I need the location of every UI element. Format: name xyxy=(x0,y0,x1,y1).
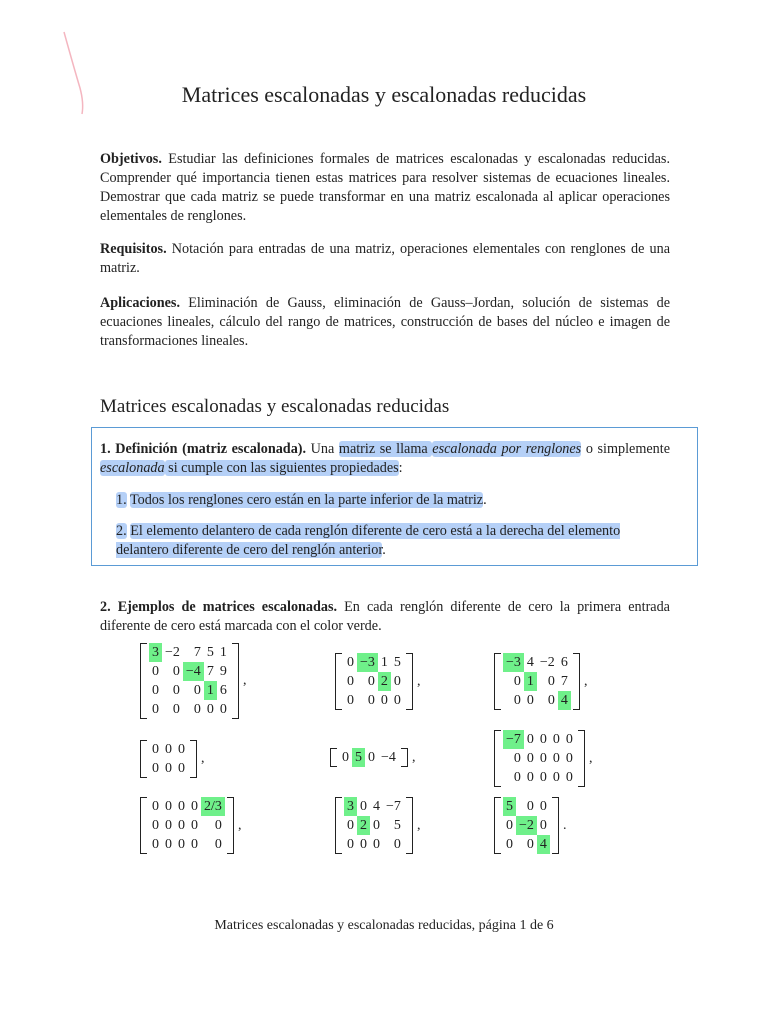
matrix-5 xyxy=(330,748,408,767)
matrix-entry: 0 xyxy=(539,769,547,785)
matrix-punctuation: , xyxy=(412,749,416,765)
item-1-period: . xyxy=(483,492,487,508)
definition-term-escalonada-por-renglones: escalonada por renglones xyxy=(432,441,582,457)
bracket-right xyxy=(227,797,234,854)
bracket-left xyxy=(335,653,342,710)
matrix-entry: 2 xyxy=(357,816,370,835)
matrix-punctuation: , xyxy=(238,817,242,833)
matrix-entry: 0 xyxy=(526,798,534,814)
definition-term-escalonada: escalonada xyxy=(100,460,165,476)
matrix-entry: 0 xyxy=(191,836,198,852)
matrix-entry: 0 xyxy=(547,692,555,708)
aplicaciones-label: Aplicaciones. xyxy=(100,295,180,311)
examples-paragraph xyxy=(100,598,670,636)
bracket-left xyxy=(330,748,337,767)
matrix-punctuation: , xyxy=(417,673,421,689)
matrix-8 xyxy=(335,797,413,854)
matrix-entry: −3 xyxy=(503,653,524,672)
matrix-entry: 3 xyxy=(344,797,357,816)
matrix-entry: 0 xyxy=(165,798,172,814)
matrix-entry: 0 xyxy=(342,749,349,765)
matrix-entry: 0 xyxy=(152,741,159,757)
matrix-1 xyxy=(140,643,239,719)
matrix-entry: 0 xyxy=(178,760,185,776)
matrix-3 xyxy=(494,653,580,710)
definition-colon: : xyxy=(398,460,403,476)
matrix-entry: 0 xyxy=(152,682,159,698)
matrix-entry: 0 xyxy=(539,817,547,833)
matrix-entry: 0 xyxy=(165,836,172,852)
matrix-entry: 0 xyxy=(206,701,214,717)
matrix-entry: 0 xyxy=(368,749,375,765)
matrix-entry: 7 xyxy=(206,663,214,679)
matrix-entry: 0 xyxy=(513,769,521,785)
matrix-entry: 0 xyxy=(178,836,185,852)
matrix-entry: 0 xyxy=(191,817,198,833)
matrix-entry: 0 xyxy=(526,769,534,785)
objetivos-text: Estudiar las definiciones formales de matrices escalonadas y escalonadas reducidas. Comprender qué importancia tienen estas matrices para resolver sistemas de ecuaciones lineales. Demostrar que cada matriz se puede transformar en una matriz escalonada al aplicar operaciones elementales de renglones. xyxy=(100,151,670,224)
bracket-left xyxy=(494,653,501,710)
matrix-entry: 0 xyxy=(526,836,534,852)
matrix-entry: 0 xyxy=(552,769,560,785)
matrix-entry: 0 xyxy=(539,731,547,747)
matrix-entry: 0 xyxy=(178,817,185,833)
matrix-entry: 0 xyxy=(565,750,573,766)
matrix-entry: 0 xyxy=(152,798,159,814)
bracket-left xyxy=(494,797,501,854)
matrix-entry: 6 xyxy=(219,682,227,698)
item-1-number: 1. xyxy=(116,492,127,508)
definition-label: 1. Definición (matriz escalonada). xyxy=(100,441,307,457)
matrix-punctuation: , xyxy=(243,673,247,688)
bracket-left xyxy=(140,797,147,854)
examples-label: 2. Ejemplos de matrices escalonadas. xyxy=(100,599,338,615)
matrix-entry: 0 xyxy=(214,836,222,852)
matrix-2 xyxy=(335,653,413,710)
matrix-entry: 0 xyxy=(513,750,521,766)
matrix-entry: 0 xyxy=(506,836,513,852)
matrix-entry: 0 xyxy=(526,692,534,708)
matrix-entry: 0 xyxy=(552,731,560,747)
matrix-4 xyxy=(140,740,197,778)
matrix-entry: 0 xyxy=(214,817,222,833)
matrix-entry: 3 xyxy=(149,643,162,662)
matrix-entry: 7 xyxy=(560,673,568,689)
matrix-entry: 0 xyxy=(513,692,521,708)
matrix-7 xyxy=(140,797,234,854)
matrix-entry: 9 xyxy=(219,663,227,679)
matrix-entry: −7 xyxy=(503,730,524,749)
bracket-right xyxy=(573,653,580,710)
page-title: Matrices escalonadas y escalonadas reducidas xyxy=(181,82,587,107)
matrix-entry: 0 xyxy=(393,836,401,852)
matrix-punctuation: , xyxy=(584,673,588,689)
bracket-left xyxy=(494,730,501,787)
matrix-entry: 5 xyxy=(352,748,365,767)
requisitos-label: Requisitos. xyxy=(100,241,167,257)
matrix-entry: 0 xyxy=(347,817,354,833)
matrix-entry: 0 xyxy=(172,701,180,717)
matrix-entry: 0 xyxy=(393,673,401,689)
matrix-entry: 4 xyxy=(558,691,571,710)
matrix-entry: 4 xyxy=(373,798,380,814)
matrix-entry: 0 xyxy=(178,798,185,814)
matrix-entry: 0 xyxy=(367,673,375,689)
matrix-punctuation: . xyxy=(563,817,567,833)
matrix-entry: −7 xyxy=(386,798,401,814)
matrix-9 xyxy=(494,797,559,854)
matrix-entry: 5 xyxy=(393,817,401,833)
matrix-entry: 0 xyxy=(360,836,367,852)
objetivos-label: Objetivos. xyxy=(100,151,162,167)
definition-text-1: Una xyxy=(306,441,339,457)
definition-highlight-2: si cumple con las siguientes propiedades xyxy=(164,460,399,476)
matrix-entry: 0 xyxy=(347,654,354,670)
bracket-left xyxy=(140,643,147,719)
matrix-entry: 0 xyxy=(152,760,159,776)
matrix-entry: 0 xyxy=(526,731,534,747)
matrix-punctuation: , xyxy=(417,817,421,833)
matrix-entry: 0 xyxy=(526,750,534,766)
matrix-entry: 0 xyxy=(347,673,354,689)
matrix-entry: 5 xyxy=(206,644,214,660)
matrix-entry: 4 xyxy=(526,654,534,670)
bracket-right xyxy=(552,797,559,854)
requisitos-paragraph xyxy=(100,240,670,278)
matrix-entry: −2 xyxy=(539,654,555,670)
matrix-entry: 1 xyxy=(204,681,217,700)
matrix-entry: 0 xyxy=(539,750,547,766)
matrix-entry: 0 xyxy=(373,836,380,852)
matrix-entry: 0 xyxy=(347,692,354,708)
matrix-entry: 0 xyxy=(172,663,180,679)
bracket-right xyxy=(406,653,413,710)
examples-text: En cada renglón diferente de cero la primera entrada diferente de cero está marcada con el color verde. xyxy=(100,599,670,634)
matrix-entry: 1 xyxy=(380,654,388,670)
matrix-entry: 0 xyxy=(165,817,172,833)
matrix-entry: 1 xyxy=(219,644,227,660)
definition-paragraph xyxy=(100,440,670,478)
matrix-entry: 0 xyxy=(565,769,573,785)
matrix-entry: 4 xyxy=(537,835,550,854)
matrix-entry: 0 xyxy=(152,663,159,679)
matrix-entry: −2 xyxy=(165,644,180,660)
bracket-right xyxy=(232,643,239,719)
bracket-left xyxy=(335,797,342,854)
matrix-entry: 6 xyxy=(560,654,568,670)
requisitos-text: Notación para entradas de una matriz, operaciones elementales con renglones de una matriz. xyxy=(100,241,670,276)
aplicaciones-text: Eliminación de Gauss, eliminación de Gauss–Jordan, solución de sistemas de ecuaciones lineales, cálculo del rango de matrices, construcción de bases del núcleo e imagen de transformaciones lineales. xyxy=(100,295,670,349)
matrix-entry: 0 xyxy=(367,692,375,708)
matrix-entry: 0 xyxy=(347,836,354,852)
bracket-right xyxy=(401,748,408,767)
matrix-entry: 0 xyxy=(513,673,521,689)
matrix-entry: 7 xyxy=(193,644,201,660)
item-2-period: . xyxy=(382,542,386,558)
matrix-entry: 5 xyxy=(393,654,401,670)
matrix-entry: 5 xyxy=(503,797,516,816)
matrix-punctuation: , xyxy=(201,751,205,766)
matrix-entry: 0 xyxy=(552,750,560,766)
matrix-entry: −4 xyxy=(183,662,204,681)
matrix-entry: 0 xyxy=(380,692,388,708)
matrix-entry: 0 xyxy=(506,817,513,833)
matrix-entry: −3 xyxy=(357,653,378,672)
matrix-entry: 0 xyxy=(393,692,401,708)
matrix-entry: 0 xyxy=(152,701,159,717)
matrix-entry: 2/3 xyxy=(201,797,225,816)
definition-text-2: o simplemente xyxy=(581,441,670,457)
matrix-6 xyxy=(494,730,585,787)
matrix-entry: −4 xyxy=(381,749,396,765)
item-1-text: Todos los renglones cero están en la parte inferior de la matriz xyxy=(129,492,484,508)
section-heading: Matrices escalonadas y escalonadas reducidas xyxy=(100,396,450,417)
matrix-entry: 0 xyxy=(219,701,227,717)
matrix-entry: 0 xyxy=(165,741,172,757)
matrix-entry: 0 xyxy=(373,817,380,833)
matrix-entry: 0 xyxy=(547,673,555,689)
matrix-entry: −2 xyxy=(516,816,537,835)
matrix-entry: 0 xyxy=(193,682,201,698)
matrix-entry: 0 xyxy=(360,798,367,814)
matrix-entry: 2 xyxy=(378,672,391,691)
matrix-entry: 0 xyxy=(565,731,573,747)
bracket-left xyxy=(140,740,147,778)
matrix-entry: 0 xyxy=(152,817,159,833)
matrix-punctuation: , xyxy=(589,750,593,766)
page-footer: Matrices escalonadas y escalonadas reducidas, página 1 de 6 xyxy=(214,918,554,933)
definition-highlight-1: matriz se llama xyxy=(338,441,433,457)
bracket-right xyxy=(406,797,413,854)
definition-item-2 xyxy=(116,522,671,560)
matrix-entry: 0 xyxy=(191,798,198,814)
item-2-number: 2. xyxy=(116,523,127,539)
matrix-entry: 0 xyxy=(152,836,159,852)
matrix-entry: 0 xyxy=(172,682,180,698)
matrix-entry: 0 xyxy=(165,760,172,776)
bracket-right xyxy=(578,730,585,787)
matrix-entry: 0 xyxy=(539,798,547,814)
matrix-entry: 0 xyxy=(193,701,201,717)
objetivos-paragraph xyxy=(100,150,670,226)
aplicaciones-paragraph xyxy=(100,294,670,351)
matrix-entry: 1 xyxy=(524,672,537,691)
item-2-text: El elemento delantero de cada renglón diferente de cero está a la derecha del elemento delantero diferente de cero del renglón anterior xyxy=(116,523,621,558)
definition-item-1 xyxy=(116,491,676,510)
matrix-entry: 0 xyxy=(178,741,185,757)
bracket-right xyxy=(190,740,197,778)
